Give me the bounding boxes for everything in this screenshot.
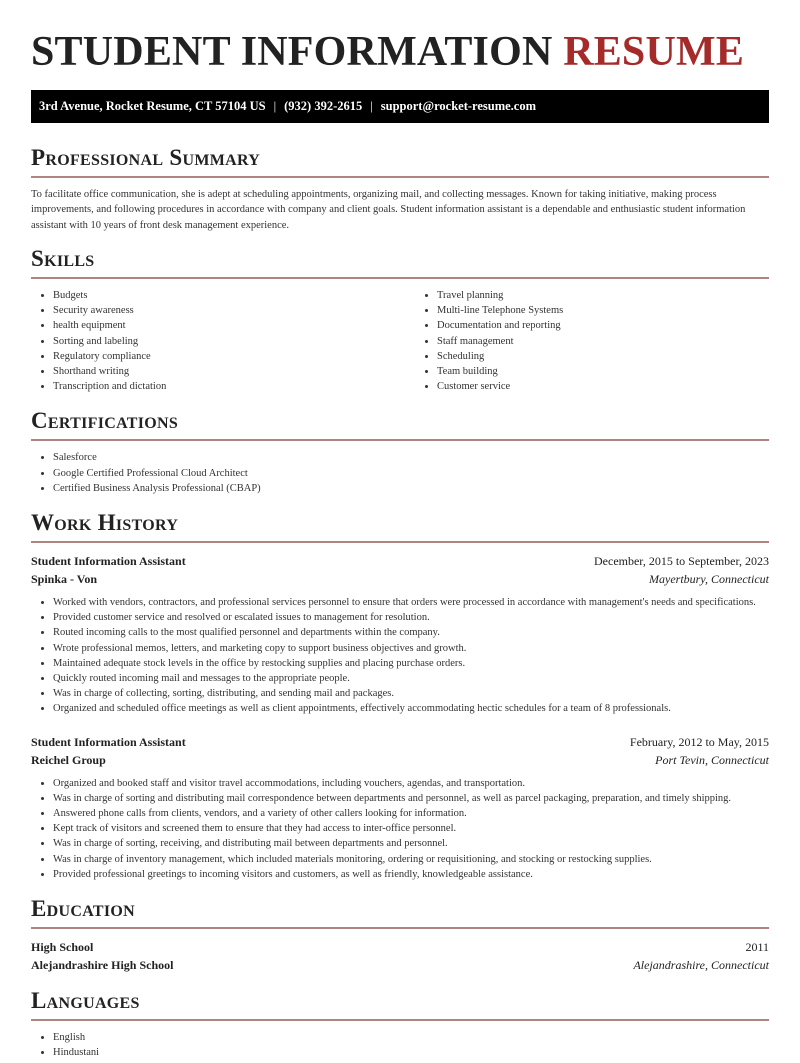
job-duty: • Provided professional greetings to incoming visitors and customers, as well as friendly, knowledgeable assistance.	[53, 867, 769, 882]
job-duty: • Was in charge of collecting, sorting, distributing, and sending mail and packages.	[53, 686, 769, 701]
job-duty: • Routed incoming calls to the most qualified personnel and departments within the company.	[53, 625, 769, 640]
section-divider	[31, 1019, 769, 1021]
education-location: Alejandrashire, Connecticut	[633, 957, 769, 972]
skill-item: • Shorthand writing	[53, 364, 415, 379]
resume-title	[31, 28, 769, 76]
section-work-history	[31, 510, 769, 882]
certification-item: • Google Certified Professional Cloud Architect	[53, 466, 769, 481]
skill-item: • Staff management	[437, 334, 799, 349]
education-school-row	[31, 956, 769, 974]
job-entry	[31, 552, 769, 717]
section-summary	[31, 145, 769, 233]
contact-phone: (932) 392-2615	[284, 99, 363, 113]
job-entry	[31, 733, 769, 882]
job-location: Port Tevin, Connecticut	[655, 752, 769, 767]
language-item: • Hindustani	[53, 1045, 769, 1060]
skills-list-left	[31, 288, 415, 394]
job-duty: • Worked with vendors, contractors, and professional services personnel to ensure that orders were processed in accordance with management's needs and specifications.	[53, 595, 769, 610]
contact-address: 3rd Avenue, Rocket Resume, CT 57104 US	[39, 99, 266, 113]
section-languages	[31, 988, 769, 1060]
job-duty: • Organized and booked staff and visitor travel accommodations, including vouchers, agendas, and transportation.	[53, 776, 769, 791]
job-title-row	[31, 733, 769, 751]
job-duty: • Quickly routed incoming mail and messages to the appropriate people.	[53, 671, 769, 686]
section-divider	[31, 541, 769, 543]
job-duties	[31, 776, 769, 882]
skill-item: • Scheduling	[437, 349, 799, 364]
section-divider	[31, 176, 769, 178]
skills-grid	[31, 288, 769, 394]
skill-item: • health equipment	[53, 318, 415, 333]
job-company: Reichel Group	[31, 752, 106, 767]
job-duty: • Maintained adequate stock levels in the office by restocking supplies and placing purchase orders.	[53, 656, 769, 671]
job-company: Spinka - Von	[31, 571, 98, 586]
section-heading: Professional Summary	[31, 145, 261, 170]
skills-list-right	[415, 288, 799, 394]
skill-item: • Transcription and dictation	[53, 379, 415, 394]
job-dates: December, 2015 to September, 2023	[594, 553, 769, 568]
language-item: • English	[53, 1030, 769, 1045]
summary-text: To facilitate office communication, she is adept at scheduling appointments, organizing mail, and collecting messages. Known for taking initiative, making process improvements, and following procedures in accordance with company and client goals. Student information assistant is a dependable and enthusiastic student information assistant with 10 years of front desk management experience.	[31, 189, 746, 231]
section-heading: Skills	[31, 245, 95, 271]
education-school: Alejandrashire High School	[31, 957, 174, 972]
certifications-list	[31, 450, 769, 496]
section-divider	[31, 439, 769, 441]
job-company-row	[31, 570, 769, 588]
section-education	[31, 896, 769, 974]
education-degree-row	[31, 938, 769, 956]
job-duty: • Wrote professional memos, letters, and marketing copy to support business objectives and growth.	[53, 641, 769, 656]
section-heading: Certifications	[31, 408, 179, 434]
job-duty: • Provided customer service and resolved or escalated issues to management for resolution.	[53, 610, 769, 625]
contact-bar	[31, 90, 769, 123]
job-duty: • Was in charge of sorting, receiving, and distributing mail between departments and personnel.	[53, 836, 769, 851]
education-degree: High School	[31, 939, 94, 954]
job-company-row	[31, 751, 769, 769]
skill-item: • Travel planning	[437, 288, 799, 303]
skill-item: • Sorting and labeling	[53, 334, 415, 349]
job-duty: • Organized and scheduled office meetings as well as client appointments, effectively accommodating hectic schedules for a team of 8 professionals.	[53, 701, 769, 716]
job-title-row	[31, 552, 769, 570]
section-heading: Languages	[31, 987, 140, 1013]
skill-item: • Team building	[437, 364, 799, 379]
contact-separator: |	[273, 99, 277, 113]
skill-item: • Multi-line Telephone Systems	[437, 303, 799, 318]
skill-item: • Customer service	[437, 379, 799, 394]
education-year: 2011	[745, 939, 769, 954]
job-title: Student Information Assistant	[31, 553, 186, 568]
section-divider	[31, 927, 769, 929]
skill-item: • Regulatory compliance	[53, 349, 415, 364]
contact-email[interactable]: support@rocket-resume.com	[380, 99, 537, 113]
section-skills	[31, 246, 769, 394]
job-duty: • Answered phone calls from clients, vendors, and a variety of other callers looking for information.	[53, 806, 769, 821]
section-divider	[31, 277, 769, 279]
title-main: STUDENT INFORMATION	[31, 29, 553, 75]
section-heading: Education	[31, 895, 135, 921]
skill-item: • Budgets	[53, 288, 415, 303]
job-duties	[31, 595, 769, 717]
job-title: Student Information Assistant	[31, 734, 186, 749]
job-duty: • Kept track of visitors and screened them to ensure that they had access to inter-office personnel.	[53, 821, 769, 836]
section-heading: Work History	[31, 509, 179, 535]
section-certifications	[31, 408, 769, 496]
job-dates: February, 2012 to May, 2015	[629, 734, 769, 749]
job-duty: • Was in charge of sorting and distributing mail correspondence between departments and personnel, as well as parcel packaging, preparation, and timely shipping.	[53, 791, 769, 806]
skill-item: • Documentation and reporting	[437, 318, 799, 333]
contact-separator: |	[370, 99, 373, 113]
title-accent: RESUME	[563, 29, 745, 75]
job-location: Mayertbury, Connecticut	[649, 571, 769, 586]
job-duty: • Was in charge of inventory management, which included materials monitoring, ordering or requisitioning, and stocking or restocking supplies.	[53, 852, 769, 867]
certification-item: • Salesforce	[53, 450, 769, 465]
resume-page	[0, 28, 800, 1060]
certification-item: • Certified Business Analysis Professional (CBAP)	[53, 481, 769, 496]
skill-item: • Security awareness	[53, 303, 415, 318]
